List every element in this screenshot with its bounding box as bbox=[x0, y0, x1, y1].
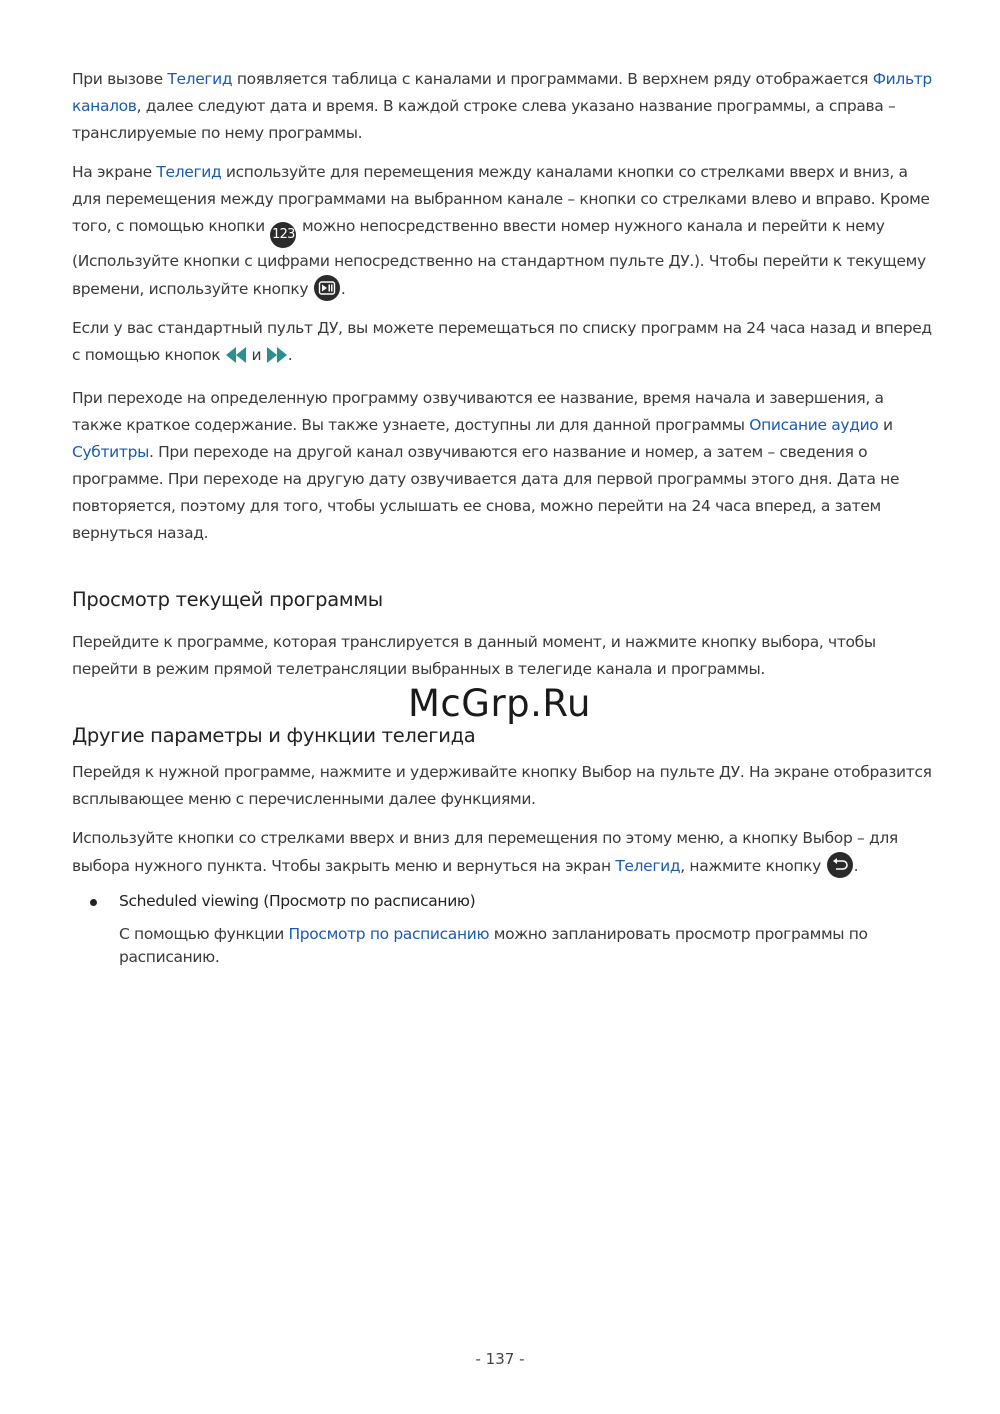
text: , нажмите кнопку bbox=[680, 857, 826, 875]
text: можно непосредственно ввести номер нужного канала и перейти к нему (Используйте кнопки с цифрами непосредственно на стандартном пульте ДУ.). Чтобы перейти к текущему времени, используйте кнопку bbox=[72, 217, 926, 298]
link-audio-description[interactable]: Описание аудио bbox=[749, 416, 879, 434]
text: . bbox=[287, 346, 293, 364]
bullet-description bbox=[119, 923, 932, 969]
text: Используйте кнопки со стрелками вверх и вниз для перемещения по этому меню, а кнопку Выбор – для выбора нужного пункта. Чтобы закрыть меню и вернуться на экран bbox=[72, 829, 898, 875]
link-telegid[interactable]: Телегид bbox=[615, 857, 681, 875]
paragraph-popup-menu: Перейдя к нужной программе, нажмите и удерживайте кнопку Выбор на пульте ДУ. На экране отобразится всплывающее меню с перечисленными далее функциями. bbox=[72, 763, 932, 808]
section-heading-current-program: Просмотр текущей программы bbox=[72, 588, 383, 611]
link-channel-filter[interactable]: Фильтр каналов bbox=[72, 70, 932, 115]
link-telegid[interactable]: Телегид bbox=[167, 70, 233, 88]
text: и bbox=[878, 416, 893, 434]
link-telegid[interactable]: Телегид bbox=[156, 163, 222, 181]
paragraph-guide-intro bbox=[72, 66, 932, 147]
paragraph-remote-navigation bbox=[72, 315, 932, 373]
text: . bbox=[340, 280, 346, 298]
section-heading-other-functions: Другие параметры и функции телегида bbox=[72, 724, 476, 747]
page-number: - 137 - bbox=[475, 1350, 525, 1368]
text: появляется таблица с каналами и программами. В верхнем ряду отображается bbox=[232, 70, 873, 88]
link-scheduled-viewing[interactable]: Просмотр по расписанию bbox=[288, 925, 490, 943]
rewind-icon bbox=[225, 346, 247, 373]
link-subtitles[interactable]: Субтитры bbox=[72, 443, 149, 461]
text: С помощью функции bbox=[119, 925, 289, 943]
text: . bbox=[853, 857, 859, 875]
number-123-icon: 123 bbox=[270, 222, 296, 248]
text: и bbox=[246, 346, 266, 364]
paragraph-guide-navigation bbox=[72, 159, 932, 303]
paragraph-current-program: Перейдите к программе, которая транслируется в данный момент, и нажмите кнопку выбора, чтобы перейти в режим прямой телетрансляции выбранных в телегиде канала и программы. bbox=[72, 633, 876, 678]
text: При переходе на определенную программу озвучиваются ее название, время начала и завершения, а также краткое содержание. Вы также узнаете, доступны ли для данной программы bbox=[72, 389, 884, 434]
paragraph-menu-navigation bbox=[72, 825, 932, 880]
watermark: McGrp.Ru bbox=[408, 682, 591, 725]
text: , далее следуют дата и время. В каждой строке слева указано название программы, а справа – транслируемые по нему программы. bbox=[72, 97, 896, 142]
return-icon bbox=[827, 852, 853, 878]
paragraph-voice-guide bbox=[72, 385, 932, 547]
bullet-dot bbox=[90, 899, 97, 906]
list-item-scheduled-viewing bbox=[72, 888, 932, 969]
text: На экране bbox=[72, 163, 157, 181]
text: используйте для перемещения между каналами кнопки со стрелками вверх и вниз, а для перемещения между программами на выбранном канале – кнопки со стрелками влево и вправо. Кроме того, с помощью кнопки bbox=[72, 163, 930, 235]
text: При вызове bbox=[72, 70, 168, 88]
play-pause-icon bbox=[314, 275, 340, 301]
page-content bbox=[72, 66, 932, 969]
text: . При переходе на другой канал озвучиваются его название и номер, а затем – сведения о программе. При переходе на другую дату озвучивается дата для первой программы этого дня. Дата не повторяется, поэтому для того, чтобы услышать ее снова, можно перейти на 24 часа вперед, а затем вернуться назад. bbox=[72, 443, 900, 542]
text: Если у вас стандартный пульт ДУ, вы можете перемещаться по списку программ на 24 часа назад и вперед с помощью кнопок bbox=[72, 319, 932, 364]
text: можно запланировать просмотр программы по расписанию. bbox=[119, 925, 868, 966]
fast-forward-icon bbox=[266, 346, 288, 373]
bullet-title: Scheduled viewing (Просмотр по расписанию) bbox=[119, 892, 476, 910]
